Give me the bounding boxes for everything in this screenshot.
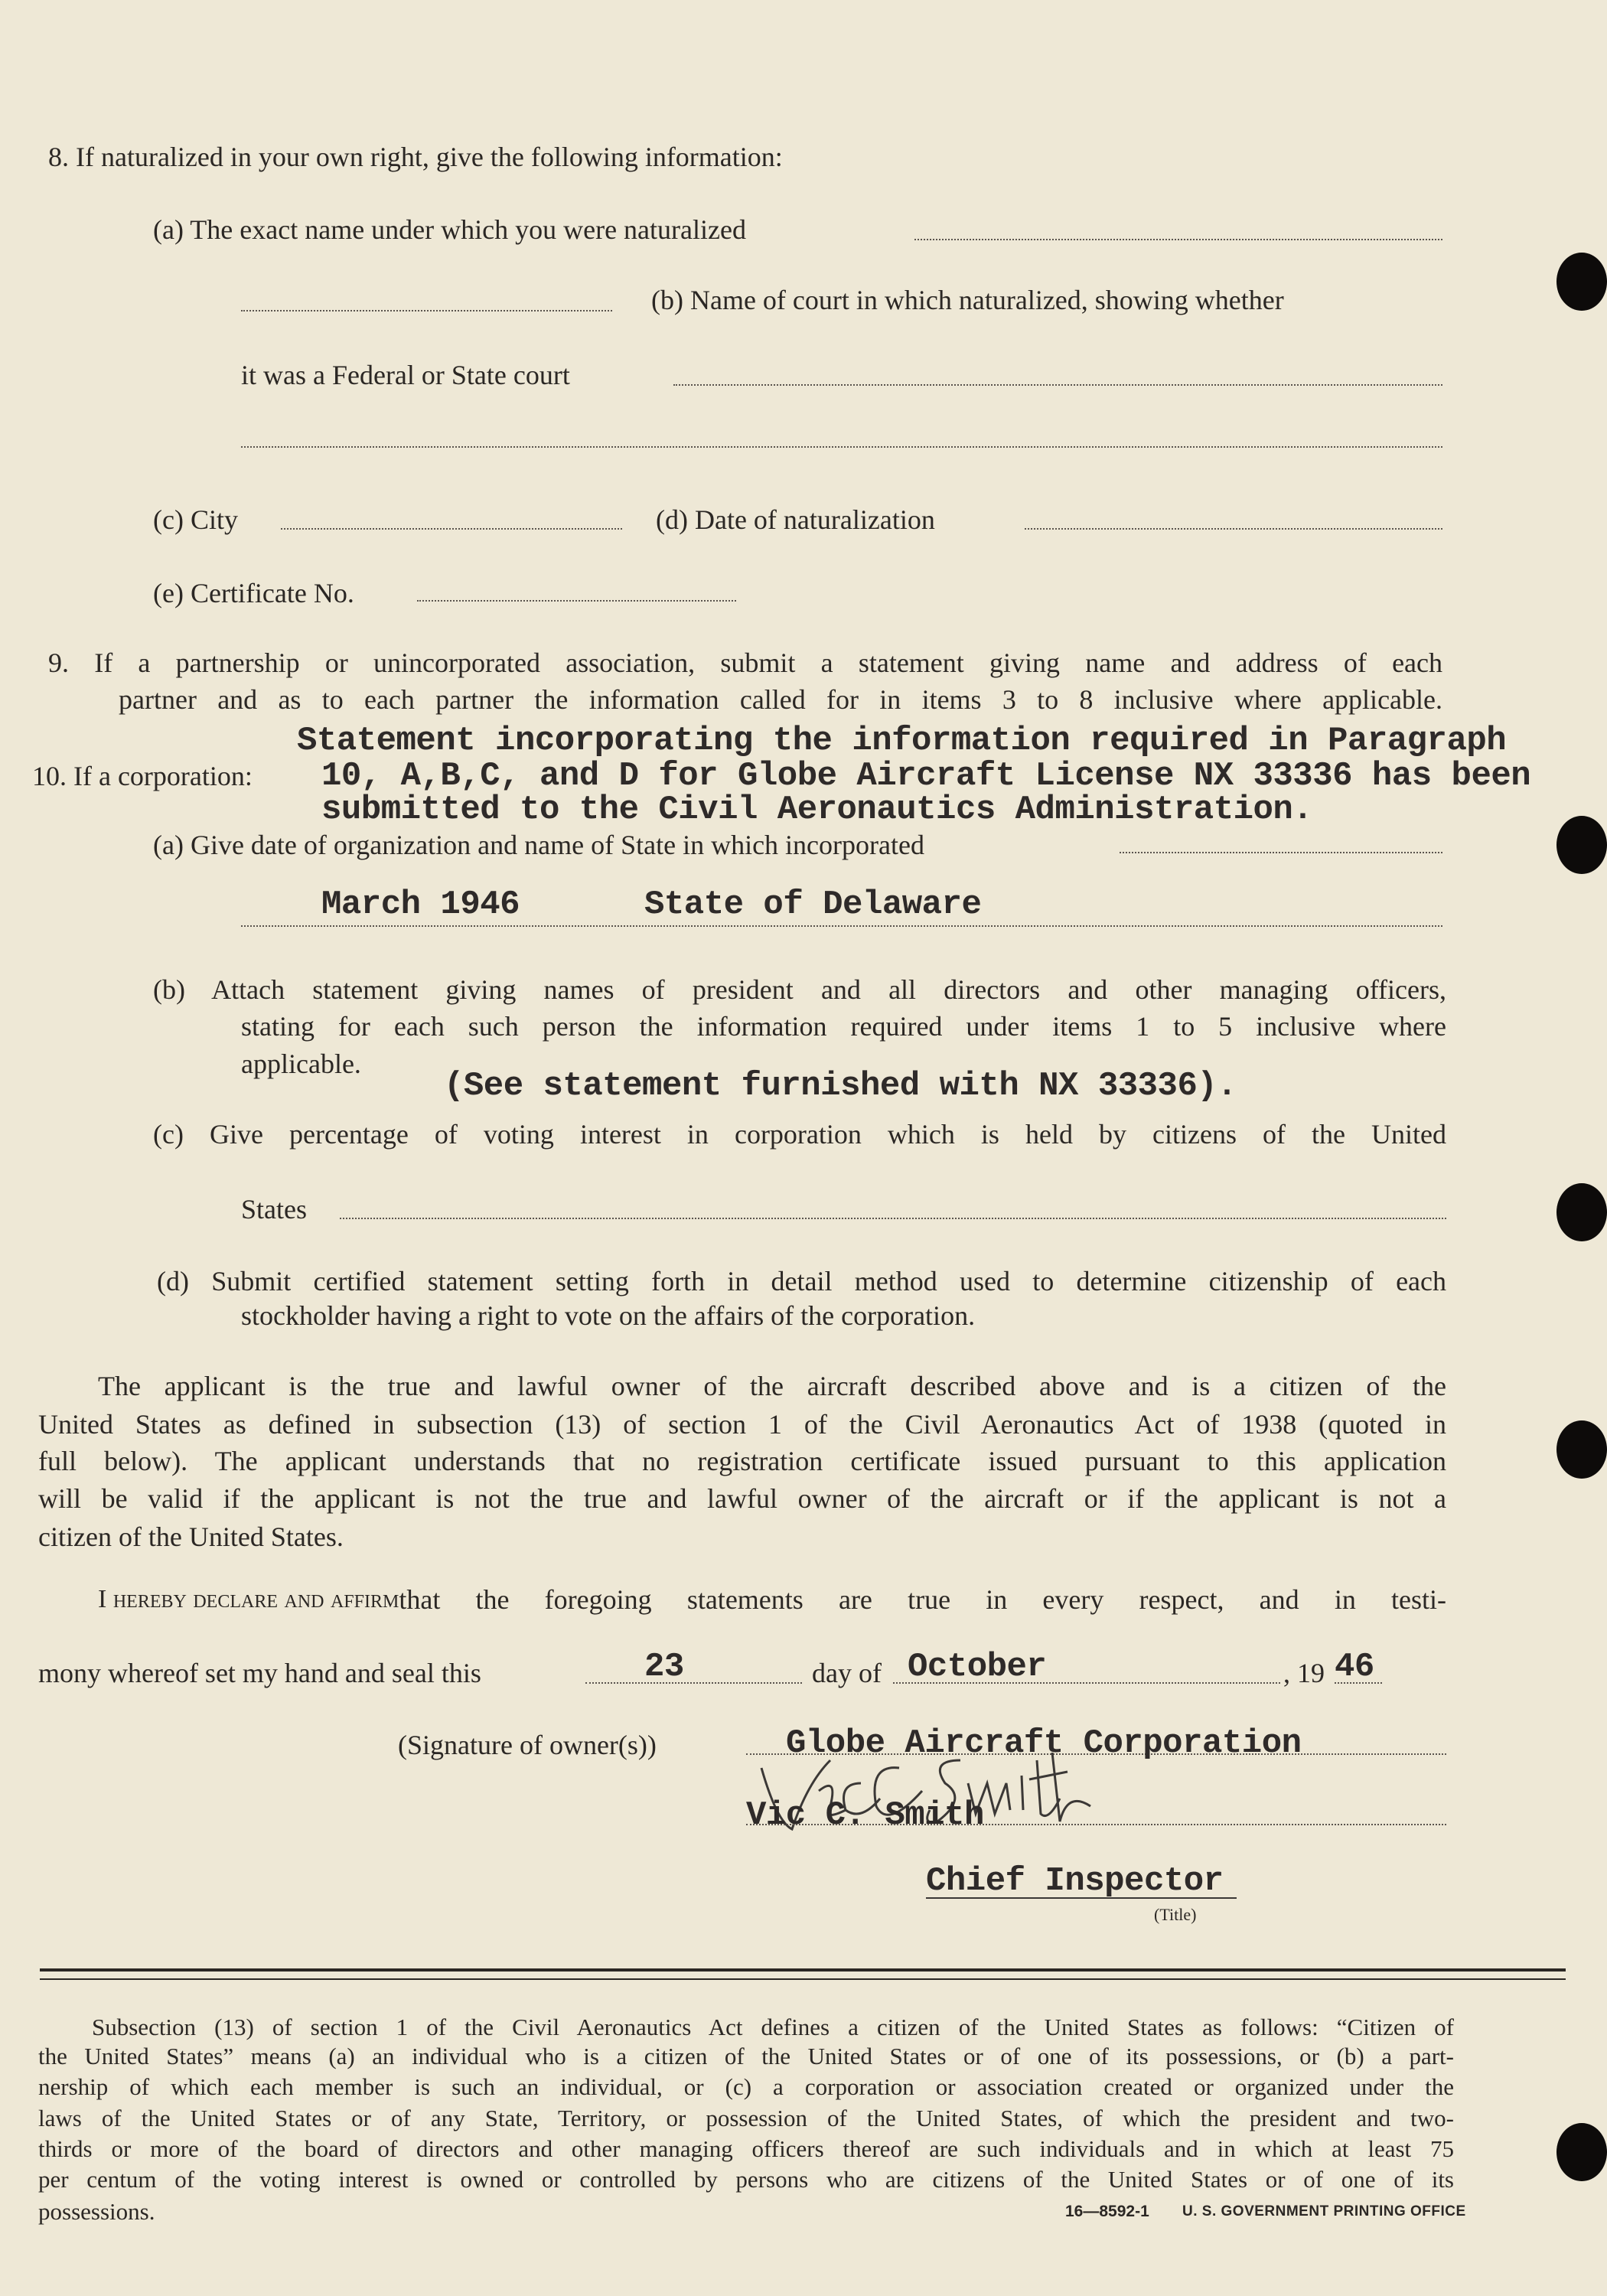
item-10c-line: States (241, 1194, 307, 1225)
item-8c-label: (c) City (153, 504, 238, 535)
title-line (926, 1897, 1237, 1899)
divider (40, 1968, 1566, 1971)
item-10-typed-statement: Statement incorporating the information required in Paragraph (297, 722, 1507, 760)
item-10a-state: State of Delaware (644, 885, 982, 924)
footer-line: thirds or more of the board of directors and other managing officers thereof are such individuals and in which at least 75 (38, 2135, 1454, 2162)
divider (40, 1978, 1566, 1980)
ownership-line: will be valid if the applicant is not the true and lawful owner of the aircraft or if the applicant is not a (38, 1483, 1446, 1514)
ownership-line: citizen of the United States. (38, 1521, 344, 1552)
signer-name: Vic C. Smith (746, 1796, 984, 1835)
declaration-line (98, 1584, 1446, 1615)
signature-label: (Signature of owner(s)) (398, 1730, 657, 1760)
footer-line: nership of which each member is such an individual, or (c) a corporation or association created or organized under the (38, 2073, 1454, 2100)
item-10b-line: applicable. (241, 1049, 361, 1079)
title-label: (Title) (1154, 1905, 1197, 1924)
item-10a-date: March 1946 (321, 885, 520, 924)
item-9-line: partner and as to each partner the information called for in items 3 to 8 inclusive where applicable. (119, 684, 1442, 715)
year-prefix: , 19 (1283, 1658, 1325, 1688)
printer-credit: U. S. GOVERNMENT PRINTING OFFICE (1182, 2203, 1466, 2219)
day-value: 23 (644, 1648, 684, 1686)
item-10b-line: (b) Attach statement giving names of president and all directors and other managing officers, (153, 974, 1446, 1005)
item-10a-label: (a) Give date of organization and name of State in which incorporated (153, 830, 924, 860)
punch-hole (1556, 1420, 1607, 1479)
item-8d-date-field[interactable] (1025, 528, 1442, 530)
declaration-caps: I hereby declare and affirm (98, 1585, 399, 1613)
footer-line: laws of the United States or of any State, Territory, or possession of the United States, of which the president and two- (38, 2105, 1454, 2131)
footer-line: per centum of the voting interest is owned or controlled by persons who are citizens of the United States or of one of its (38, 2166, 1454, 2193)
item-8c-city-field[interactable] (281, 528, 622, 530)
footer-line: Subsection (13) of section 1 of the Civil Aeronautics Act defines a citizen of the United States as follows: “Citizen of (92, 2014, 1454, 2040)
item-9-line: 9. If a partnership or unincorporated association, submit a statement giving name and address of each (48, 647, 1442, 678)
item-8b-label: (b) Name of court in which naturalized, showing whether (651, 285, 1284, 315)
ownership-line: full below). The applicant understands that no registration certificate issued pursuant to this application (38, 1446, 1446, 1476)
item-8e-certificate-field[interactable] (417, 600, 736, 602)
footer-line: possessions. (38, 2198, 155, 2225)
signer-name-field[interactable] (746, 1824, 1446, 1825)
punch-hole (1556, 253, 1607, 311)
item-8-heading: 8. If naturalized in your own right, give the following information: (48, 142, 783, 172)
year-value: 46 (1335, 1648, 1374, 1686)
ownership-line: The applicant is the true and lawful owner of the aircraft described above and is a citizen of the (98, 1371, 1446, 1401)
owner-name: Globe Aircraft Corporation (786, 1724, 1302, 1763)
item-10b-line: stating for each such person the information required under items 1 to 5 inclusive where (241, 1011, 1446, 1042)
item-10d-line: (d) Submit certified statement setting forth in detail method used to determine citizenship of each (157, 1266, 1446, 1296)
footer-line: the United States” means (a) an individual who is a citizen of the United States or of one of its possessions, or (b) a part- (38, 2043, 1454, 2069)
item-8d-label: (d) Date of naturalization (656, 504, 935, 535)
day-field[interactable] (585, 1682, 802, 1684)
item-8b-field-cont[interactable] (241, 446, 1442, 448)
day-of-label: day of (812, 1658, 882, 1688)
item-10c-field[interactable] (340, 1218, 1446, 1219)
item-10-label: 10. If a corporation: (32, 761, 253, 791)
month-value: October (908, 1648, 1047, 1686)
declaration-line-2: mony whereof set my hand and seal this (38, 1658, 481, 1688)
punch-hole (1556, 816, 1607, 874)
item-10-typed-statement: submitted to the Civil Aeronautics Administration. (321, 791, 1313, 829)
item-8a-field-cont[interactable] (241, 310, 612, 311)
item-10a-field[interactable] (1120, 852, 1442, 853)
signer-title: Chief Inspector (926, 1862, 1224, 1900)
ownership-line: United States as defined in subsection (13) of section 1 of the Civil Aeronautics Act of 1938 (quoted in (38, 1409, 1446, 1440)
punch-hole (1556, 1183, 1607, 1241)
punch-hole (1556, 2123, 1607, 2181)
item-8b-label-cont: it was a Federal or State court (241, 360, 570, 390)
declaration-text: that the foregoing statements are true in every respect, and in testi- (399, 1584, 1446, 1615)
item-10a-field-cont[interactable] (241, 925, 1442, 927)
item-10b-typed-note: (See statement furnished with NX 33336). (444, 1067, 1237, 1105)
item-8b-field[interactable] (673, 384, 1442, 386)
item-10c-line: (c) Give percentage of voting interest in corporation which is held by citizens of the United (153, 1119, 1446, 1150)
form-number: 16—8592-1 (1065, 2203, 1149, 2220)
item-8a-label: (a) The exact name under which you were naturalized (153, 214, 746, 245)
item-8e-label: (e) Certificate No. (153, 578, 354, 608)
item-8a-field[interactable] (914, 239, 1442, 240)
item-10d-line: stockholder having a right to vote on the affairs of the corporation. (241, 1300, 976, 1331)
item-10-typed-statement: 10, A,B,C, and D for Globe Aircraft License NX 33336 has been (321, 757, 1531, 795)
